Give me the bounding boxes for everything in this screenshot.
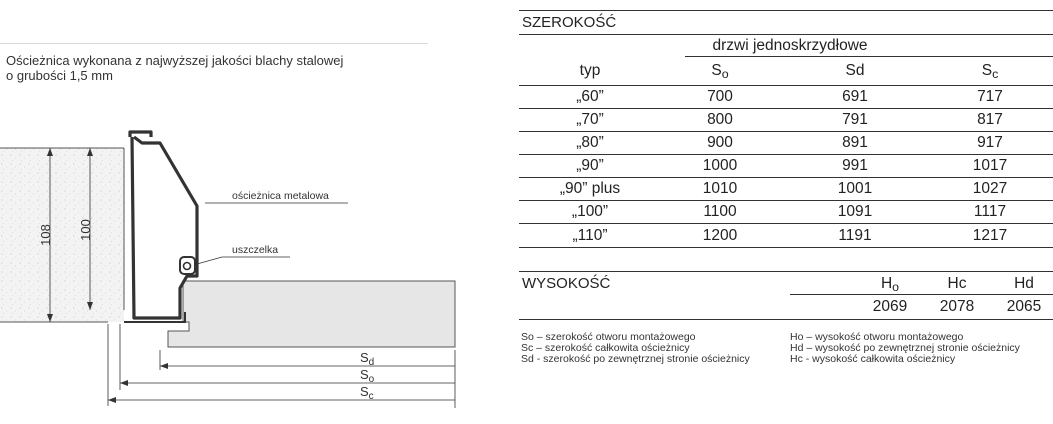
sd-dimension-label: $S_d$: [360, 350, 375, 368]
legend-item: Ho – wysokość otworu montażowego: [790, 331, 964, 343]
legend-item: Hd – wysokość po zewnętrznej stronie ościeżnicy: [790, 342, 1020, 354]
legend-item: So – szerokość otworu montażowego: [521, 331, 696, 343]
col-header-hc: Hc: [947, 275, 967, 292]
cell-so: 1200: [702, 227, 738, 244]
col-header-typ: typ: [579, 62, 601, 79]
legend-item: Hc - wysokość całkowita ościeżnicy: [790, 353, 956, 365]
cell-sc: 1017: [972, 157, 1008, 174]
cell-typ: „80”: [576, 134, 604, 151]
cell-sd: 1001: [837, 180, 873, 197]
cell-sc: 917: [977, 134, 1003, 151]
col-header-so: So: [711, 62, 729, 81]
col-header-ho: Ho: [880, 275, 900, 294]
cell-so: 1010: [702, 180, 738, 197]
dim-100-label: 100: [78, 219, 93, 241]
cell-sc: 717: [977, 88, 1003, 105]
cell-sd: 891: [842, 134, 868, 151]
cell-sc: 1027: [972, 180, 1008, 197]
cell-sc: 817: [977, 111, 1003, 128]
dim-108-label: 108: [38, 224, 53, 246]
height-table-title: WYSOKOŚĆ: [522, 275, 611, 292]
description-line-1: Ościeżnica wykonana z najwyższej jakości blachy stalowej: [6, 53, 344, 68]
group-header: drzwi jednoskrzydłowe: [712, 37, 868, 54]
legend-left: [521, 332, 750, 365]
cell-sd: 991: [842, 157, 868, 174]
cell-so: 800: [707, 111, 733, 128]
cell-typ: „100”: [571, 203, 609, 220]
description-line-2: o grubości 1,5 mm: [6, 68, 113, 83]
hc-value: 2078: [939, 298, 975, 315]
cell-typ: „70”: [576, 111, 604, 128]
col-header-sc: Sc: [981, 62, 999, 81]
cell-sd: 791: [842, 111, 868, 128]
cell-so: 700: [707, 88, 733, 105]
cell-so: 1000: [702, 157, 738, 174]
legend-item: Sc – szerokość całkowita ościeżnicy: [521, 342, 690, 354]
cell-so: 900: [707, 134, 733, 151]
cell-typ: „110”: [572, 227, 608, 244]
cell-so: 1100: [703, 203, 737, 220]
cell-sc: 1117: [973, 203, 1007, 220]
cell-sd: 1191: [838, 227, 872, 244]
cell-typ: „90”: [576, 157, 604, 174]
width-table-title: SZEROKOŚĆ: [522, 14, 617, 31]
so-dimension-label: $S_o$: [360, 367, 375, 385]
legend-right: [790, 332, 1020, 365]
cell-typ: „60”: [576, 88, 604, 105]
ho-value: 2069: [872, 298, 908, 315]
cell-sc: 1217: [972, 227, 1008, 244]
seal-label: uszczelka: [232, 244, 279, 256]
cell-sd: 1091: [837, 203, 873, 220]
sc-dimension-label: $S_c$: [360, 384, 374, 402]
col-header-hd: Hd: [1014, 275, 1034, 292]
hd-value: 2065: [1006, 298, 1042, 315]
cell-typ: „90” plus: [559, 180, 621, 197]
col-header-sd: Sd: [845, 62, 865, 79]
cell-sd: 691: [842, 88, 868, 105]
legend-item: Sd - szerokość po zewnętrznej stronie ościeżnicy: [521, 353, 750, 365]
frame-label: ościeżnica metalowa: [232, 190, 329, 202]
